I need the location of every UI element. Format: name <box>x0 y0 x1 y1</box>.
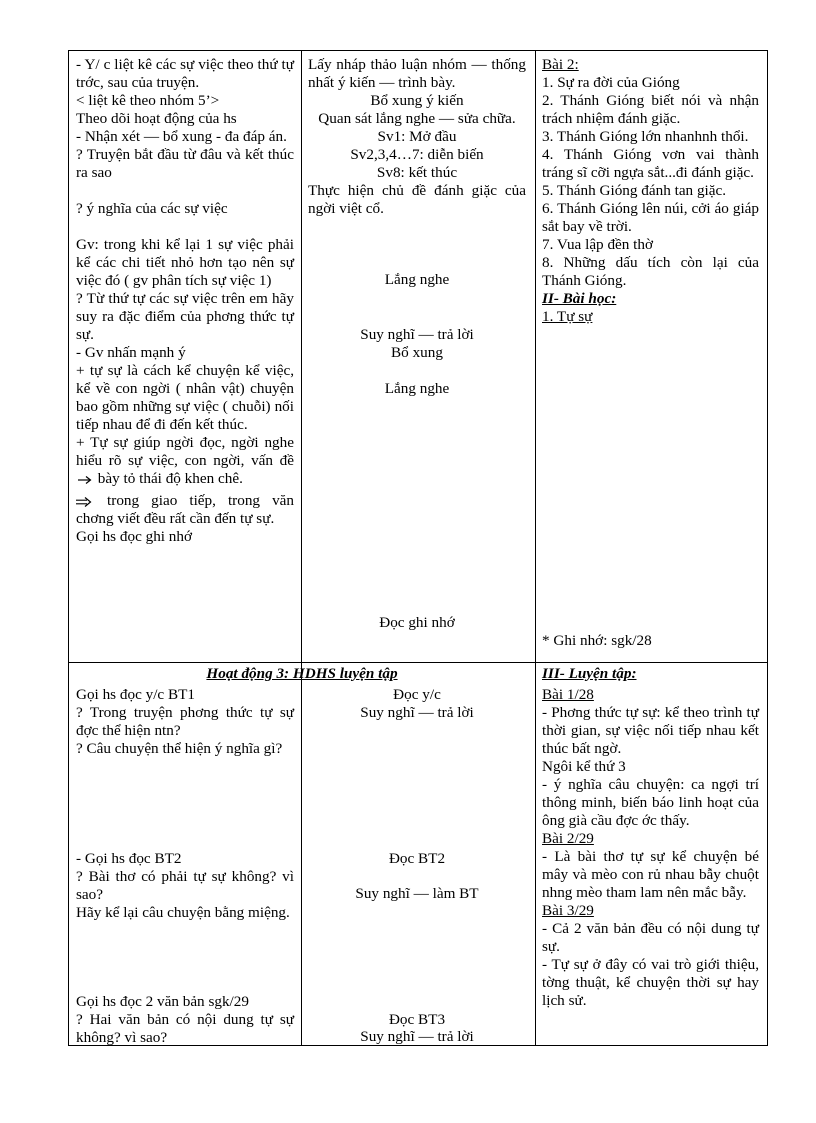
list-item: 7. Vua lập đền thờ <box>542 236 654 253</box>
text-line: Lấy nháp thảo luận nhóm — thống nhất ý kiến — trình bày. <box>308 56 526 91</box>
student-read-bt3: Đọc BT3 <box>388 1011 446 1028</box>
teacher-activities-3 <box>76 850 294 922</box>
text-line: ? Hai văn bản có nội dung tự sự không? vì sao? <box>76 1011 294 1046</box>
student-answer-bt3: Suy nghĩ — trả lời <box>360 1028 474 1045</box>
student-activities-1 <box>308 56 526 218</box>
text-line: Sv1: Mở đầu <box>377 128 457 145</box>
text-line: Gọi hs đọc y/c BT1 <box>76 686 195 703</box>
text-line: Gọi hs đọc ghi nhớ <box>76 528 193 545</box>
text-line: Hãy kể lại câu chuyện bằng miệng. <box>76 904 290 921</box>
table-border-top <box>68 50 768 51</box>
table-column-divider <box>301 50 302 1046</box>
subsection-heading: 1. Tự sự <box>542 308 593 325</box>
student-listen-1: Lắng nghe <box>384 271 450 288</box>
list-item: 5. Thánh Gióng đánh tan giặc. <box>542 182 727 199</box>
text-line: trong giao tiếp, trong văn chơng viết đều rất cần đến tự sự. <box>76 492 294 527</box>
student-answer-1: Suy nghĩ — trả lời <box>360 326 474 343</box>
text-line: + Tự sự giúp ngời đọc, ngời nghe hiểu rõ sự việc, con ngời, vấn đề bày tỏ thái độ khen chê. <box>76 434 294 487</box>
exercise-title: Bài 3/29 <box>542 902 594 919</box>
text-line: Bổ xung ý kiến <box>370 92 464 109</box>
text-line: - Nhận xét — bổ xung - đa đáp án. <box>76 128 287 145</box>
list-item: 4. Thánh Gióng vơn vai thành tráng sĩ cỡi ngựa sắt...đi đánh giặc. <box>542 146 759 181</box>
text-line: Gv: trong khi kể lại 1 sự việc phải kể các chi tiết nhỏ hơn tạo nên sự việc đó ( gv phân tích sự việc 1) <box>76 236 294 289</box>
text-line: Sv2,3,4…7: diễn biến <box>350 146 484 163</box>
student-read-bt2: Đọc BT2 <box>388 850 446 867</box>
activity-heading: Hoạt động 3: HDHS luyện tập <box>206 665 398 682</box>
teacher-activities-1 <box>76 56 294 546</box>
practice-heading: III- Luyện tập: <box>542 665 637 682</box>
text-line: ? ý nghĩa của các sự việc <box>76 200 228 217</box>
text-line: - Cả 2 văn bản đều có nội dung tự sự. <box>542 920 759 955</box>
table-column-divider <box>535 50 536 1046</box>
text-line: - Y/ c liệt kê các sự việc theo thứ tự trớc, sau của truyện. <box>76 56 294 91</box>
list-item: 2. Thánh Gióng biết nói và nhận trách nhiệm đánh giặc. <box>542 92 759 127</box>
practice-content <box>542 686 759 1010</box>
text-line: - ý nghĩa câu chuyện: ca ngợi trí thông minh, biến báo linh hoạt của ông già cầu đợc ớc thấy. <box>542 776 759 829</box>
text-line: ? Từ thứ tự các sự việc trên em hãy suy ra đặc điểm của phơng thức tự sự. <box>76 290 294 343</box>
text-line: Thực hiện chủ đề đánh giặc của ngời việt cổ. <box>308 182 526 217</box>
text-line: - Phơng thức tự sự: kể theo trình tự thời gian, sự việc nối tiếp nhau kết thúc bất ngờ. <box>542 704 759 757</box>
list-item: 6. Thánh Gióng lên núi, cởi áo giáp sắt bay về trời. <box>542 200 759 235</box>
text-line: - Tự sự ở đây có vai trò giới thiệu, tờng thuật, kể chuyện thời sự hay lịch sử. <box>542 956 759 1009</box>
table-border-right <box>767 50 768 1046</box>
student-answer-bt1: Suy nghĩ — trả lời <box>360 704 474 721</box>
exercise-title: Bài 1/28 <box>542 686 594 703</box>
exercise-title: Bài 2: <box>542 56 579 73</box>
text-line: Theo dõi hoạt động của hs <box>76 110 237 127</box>
list-item: 8. Những dấu tích còn lại của Thánh Gióng. <box>542 254 759 289</box>
table-row-divider <box>68 662 768 663</box>
text-line: < liệt kê theo nhóm 5’> <box>76 92 220 109</box>
text-line: - Gọi hs đọc BT2 <box>76 850 182 867</box>
list-item: 3. Thánh Gióng lớn nhanhnh thổi. <box>542 128 749 145</box>
exercise-title: Bài 2/29 <box>542 830 594 847</box>
student-read-bt1: Đọc y/c <box>393 686 441 703</box>
text-line: ? Bài thơ có phải tự sự không? vì sao? <box>76 868 294 903</box>
text-line: + tự sự là cách kể chuyện kể việc, kể về con ngời ( nhân vật) chuyện bao gồm những sự việc ( chuỗi) nối tiếp nhau để đi đến kết thúc. <box>76 362 294 433</box>
section-heading: II- Bài học: <box>542 290 617 307</box>
text-line: Gọi hs đọc 2 văn bản sgk/29 <box>76 993 249 1010</box>
list-item: 1. Sự ra đời của Gióng <box>542 74 680 91</box>
text-line: Ngôi kể thứ 3 <box>542 758 626 775</box>
teacher-activities-4 <box>76 993 294 1047</box>
student-listen-2: Lắng nghe <box>384 380 450 397</box>
text-line: - Là bài thơ tự sự kể chuyện bé mây và mèo con rủ nhau bẫy chuột nhng mèo tham lam nên mắc bẫy. <box>542 848 759 901</box>
right-arrow-icon <box>78 475 92 485</box>
double-arrow-icon <box>76 497 92 507</box>
text-line: ? Câu chuyện thể hiện ý nghĩa gì? <box>76 740 283 757</box>
table-border-left <box>68 50 69 1046</box>
text-line: - Gv nhấn mạnh ý <box>76 344 186 361</box>
text-line: ? Trong truyện phơng thức tự sự đợc thể hiện ntn? <box>76 704 294 739</box>
student-add-1: Bổ xung <box>391 344 443 361</box>
text-line: Sv8: kết thúc <box>376 164 458 181</box>
teacher-activities-2 <box>76 686 294 758</box>
memo-note: * Ghi nhớ: sgk/28 <box>542 632 652 649</box>
text-line: Quan sát lắng nghe — sửa chữa. <box>318 110 516 127</box>
student-do-bt2: Suy nghĩ — làm BT <box>355 885 479 902</box>
student-read-notes: Đọc ghi nhớ <box>379 614 455 631</box>
text-line: ? Truyện bắt đầu từ đâu và kết thúc ra sao <box>76 146 294 181</box>
lesson-content-1 <box>542 56 759 326</box>
